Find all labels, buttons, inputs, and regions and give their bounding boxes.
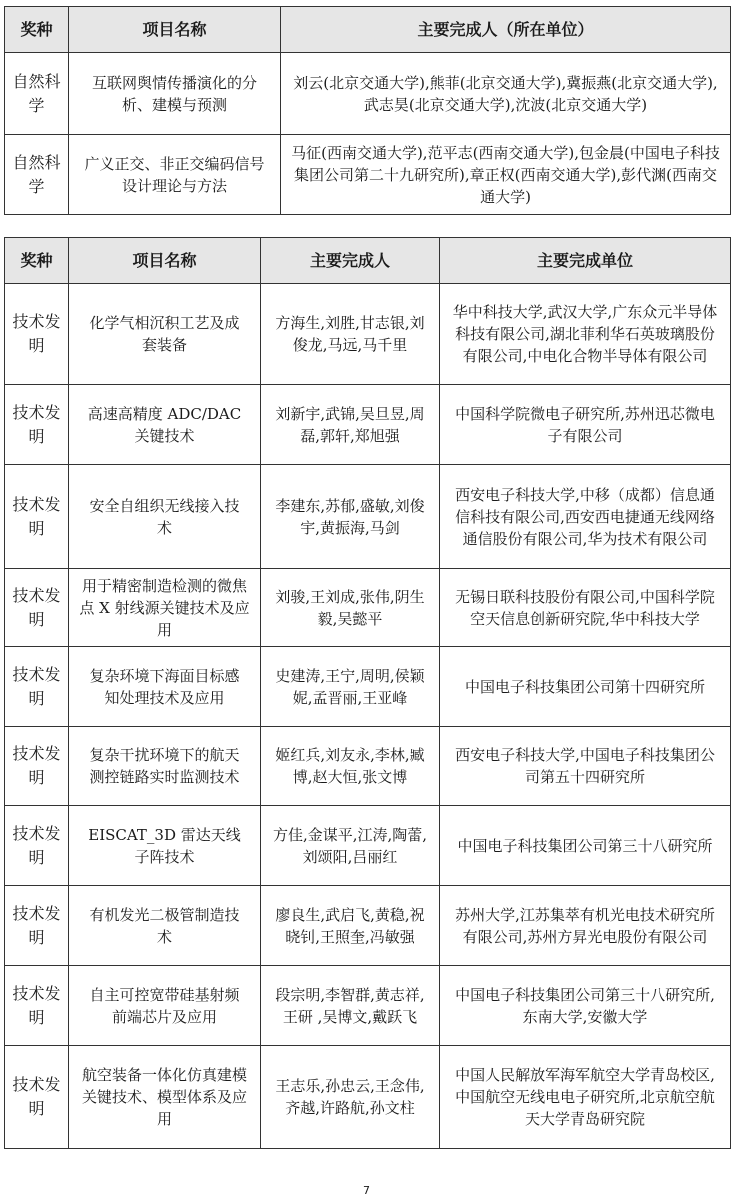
award-type-cell: 自然科学 <box>5 53 69 135</box>
award-type-cell: 技术发明 <box>5 886 69 966</box>
project-name-cell: 互联网舆情传播演化的分析、建模与预测 <box>69 53 281 135</box>
table-row <box>5 806 731 886</box>
award-type-cell: 技术发明 <box>5 806 69 886</box>
project-name-cell: 广义正交、非正交编码信号设计理论与方法 <box>69 135 281 215</box>
project-name-cell: EISCAT_3D 雷达天线子阵技术 <box>69 806 261 886</box>
page-number: 7 <box>363 1184 370 1197</box>
people-cell: 刘新宇,武锦,吴旦昱,周磊,郭轩,郑旭强 <box>261 385 440 465</box>
table-row <box>5 135 731 215</box>
project-name-cell: 复杂干扰环境下的航天测控链路实时监测技术 <box>69 727 261 806</box>
table-row <box>5 385 731 465</box>
units-cell: 华中科技大学,武汉大学,广东众元半导体科技有限公司,湖北菲利华石英玻璃股份有限公司,中电化合物半导体有限公司 <box>440 284 731 385</box>
header-award-type: 奖种 <box>5 238 69 284</box>
people-cell: 廖良生,武启飞,黄稳,祝晓钊,王照奎,冯敏强 <box>261 886 440 966</box>
table-row <box>5 53 731 135</box>
people-cell: 王志乐,孙忠云,王念伟,齐越,许路航,孙文柱 <box>261 1046 440 1149</box>
technical-invention-table <box>4 237 731 1149</box>
people-cell: 刘云(北京交通大学),熊菲(北京交通大学),冀振燕(北京交通大学),武志昊(北京交通大学),沈波(北京交通大学) <box>281 53 731 135</box>
project-name-cell: 安全自组织无线接入技术 <box>69 465 261 569</box>
project-name-cell: 化学气相沉积工艺及成套装备 <box>69 284 261 385</box>
people-cell: 刘骏,王刘成,张伟,阴生毅,吴懿平 <box>261 569 440 647</box>
award-type-cell: 技术发明 <box>5 727 69 806</box>
award-type-cell: 技术发明 <box>5 966 69 1046</box>
header-project-name: 项目名称 <box>69 7 281 53</box>
table-row <box>5 966 731 1046</box>
units-cell: 无锡日联科技股份有限公司,中国科学院空天信息创新研究院,华中科技大学 <box>440 569 731 647</box>
header-main-people: 主要完成人 <box>261 238 440 284</box>
table-row <box>5 647 731 727</box>
units-cell: 西安电子科技大学,中国电子科技集团公司第五十四研究所 <box>440 727 731 806</box>
table-header-row <box>5 7 731 53</box>
table-row <box>5 465 731 569</box>
header-award-type: 奖种 <box>5 7 69 53</box>
table-header-row <box>5 238 731 284</box>
project-name-cell: 高速高精度 ADC/DAC 关键技术 <box>69 385 261 465</box>
award-type-cell: 自然科学 <box>5 135 69 215</box>
people-cell: 方佳,金谋平,江涛,陶蕾,刘颂阳,吕丽红 <box>261 806 440 886</box>
award-type-cell: 技术发明 <box>5 569 69 647</box>
header-project-name: 项目名称 <box>69 238 261 284</box>
units-cell: 中国科学院微电子研究所,苏州迅芯微电子有限公司 <box>440 385 731 465</box>
people-cell: 姬红兵,刘友永,李林,臧博,赵大恒,张文博 <box>261 727 440 806</box>
table-row <box>5 569 731 647</box>
table-row <box>5 1046 731 1149</box>
award-type-cell: 技术发明 <box>5 284 69 385</box>
project-name-cell: 有机发光二极管制造技术 <box>69 886 261 966</box>
project-name-cell: 自主可控宽带硅基射频前端芯片及应用 <box>69 966 261 1046</box>
units-cell: 苏州大学,江苏集萃有机光电技术研究所有限公司,苏州方昇光电股份有限公司 <box>440 886 731 966</box>
units-cell: 中国电子科技集团公司第十四研究所 <box>440 647 731 727</box>
units-cell: 中国人民解放军海军航空大学青岛校区,中国航空无线电电子研究所,北京航空航天大学青岛研究院 <box>440 1046 731 1149</box>
units-cell: 中国电子科技集团公司第三十八研究所,东南大学,安徽大学 <box>440 966 731 1046</box>
table-row <box>5 727 731 806</box>
people-cell: 史建涛,王宁,周明,侯颖妮,孟晋丽,王亚峰 <box>261 647 440 727</box>
people-cell: 段宗明,李智群,黄志祥,王研 ,吴博文,戴跃飞 <box>261 966 440 1046</box>
header-main-units: 主要完成单位 <box>440 238 731 284</box>
project-name-cell: 航空装备一体化仿真建模关键技术、模型体系及应用 <box>69 1046 261 1149</box>
project-name-cell: 用于精密制造检测的微焦点 X 射线源关键技术及应用 <box>69 569 261 647</box>
units-cell: 中国电子科技集团公司第三十八研究所 <box>440 806 731 886</box>
people-cell: 李建东,苏郁,盛敏,刘俊宇,黄振海,马剑 <box>261 465 440 569</box>
people-cell: 马征(西南交通大学),范平志(西南交通大学),包金晨(中国电子科技集团公司第二十九研究所),章正权(西南交通大学),彭代渊(西南交通大学) <box>281 135 731 215</box>
table-row <box>5 284 731 385</box>
project-name-cell: 复杂环境下海面目标感知处理技术及应用 <box>69 647 261 727</box>
award-type-cell: 技术发明 <box>5 647 69 727</box>
table-row <box>5 886 731 966</box>
natural-science-table <box>4 6 731 215</box>
people-cell: 方海生,刘胜,甘志银,刘俊龙,马远,马千里 <box>261 284 440 385</box>
header-main-people-units: 主要完成人（所在单位） <box>281 7 731 53</box>
award-type-cell: 技术发明 <box>5 385 69 465</box>
units-cell: 西安电子科技大学,中移（成都）信息通信科技有限公司,西安西电捷通无线网络通信股份有限公司,华为技术有限公司 <box>440 465 731 569</box>
award-type-cell: 技术发明 <box>5 1046 69 1149</box>
award-type-cell: 技术发明 <box>5 465 69 569</box>
